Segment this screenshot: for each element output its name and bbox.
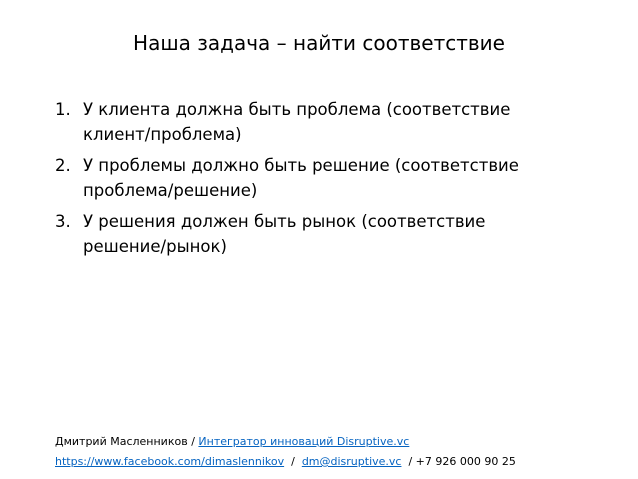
footer-line-2 xyxy=(55,452,625,472)
email-link[interactable]: dm@disruptive.vc xyxy=(301,455,402,468)
list-item-text-line1: У проблемы должно быть решение (соответствие xyxy=(83,156,519,175)
list-item xyxy=(55,97,615,147)
author-name: Дмитрий Масленников xyxy=(55,435,188,448)
list-item-number: 1. xyxy=(55,100,71,119)
list-item-text-line2: проблема/решение) xyxy=(83,181,258,200)
numbered-list xyxy=(55,97,615,265)
footer-separator: / xyxy=(187,435,199,448)
slide-title: Наша задача – найти соответствие xyxy=(133,31,505,55)
list-item-number: 2. xyxy=(55,156,71,175)
footer xyxy=(55,432,625,472)
footer-line-1 xyxy=(55,432,625,452)
facebook-link[interactable]: https://www.facebook.com/dimaslennikov xyxy=(55,455,285,468)
list-item-number: 3. xyxy=(55,212,71,231)
list-item-text-line2: решение/рынок) xyxy=(83,237,227,256)
list-item-text-line1: У клиента должна быть проблема (соответствие xyxy=(83,100,511,119)
list-item xyxy=(55,153,615,203)
company-link[interactable]: Интегратор инноваций Disruptive.vc xyxy=(198,435,410,448)
list-item-text-line2: клиент/проблема) xyxy=(83,125,242,144)
list-item xyxy=(55,209,615,259)
footer-separator: / xyxy=(284,455,302,468)
phone-number: / +7 926 000 90 25 xyxy=(401,455,516,468)
list-item-text-line1: У решения должен быть рынок (соответствие xyxy=(83,212,486,231)
